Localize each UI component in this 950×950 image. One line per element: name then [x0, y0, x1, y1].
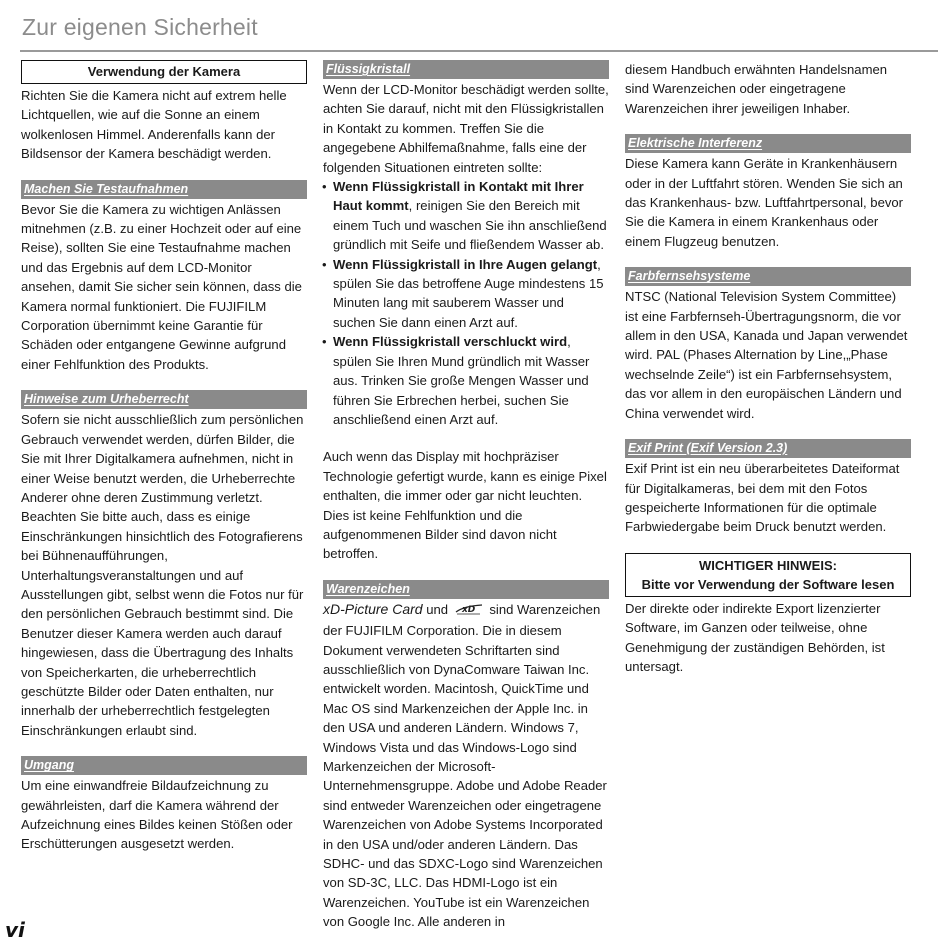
section-heading: Verwendung der Kamera: [21, 60, 307, 84]
section-heading: [323, 60, 609, 79]
page-number: vi: [5, 918, 25, 942]
section-text: Diese Kamera kann Geräte in Krankenhäusern oder in der Luftfahrt stören. Wenden Sie sich an das Krankenhaus- bzw. Luftfahrtpersonal, bevor Sie die Kamera in einem Krankenhaus oder einem Flugzeug benutzen.: [625, 156, 904, 249]
trademark-text: sind Warenzeichen der FUJIFILM Corporation. Die in diesem Dokument verwendeten Schriftarten sind ausschließlich von DynaComware Taiwan Inc. entwickelt worden. Macintosh, QuickTime und Mac OS sind Markenzeichen der Apple Inc. in den USA und anderen Ländern. Windows 7, Windows Vista und das Windows-Logo sind Markenzeichen der Microsoft-Unternehmensgruppe. Adobe und Adobe Reader sind entweder Warenzeichen oder eingetragene Warenzeichen von Adobe Systems Incorporated in den USA und/oder anderen Ländern. Das SDHC- und das SDXC-Logo sind Warenzeichen von SD-3C, LLC. Das HDMI-Logo ist ein Warenzeichen. YouTube ist ein Warenzeichen von Google Inc. Alle anderen in: [323, 601, 607, 930]
section-heading-label: Exif Print (Exif Version 2.3): [628, 441, 788, 456]
bullet-text: , spülen Sie Ihren Mund gründlich mit Wasser aus. Trinken Sie große Mengen Wasser und führen Sie Erbrechen herbei, suchen Sie anschließend einen Arzt auf.: [333, 334, 590, 427]
section-heading-label: Warenzeichen: [326, 581, 410, 596]
list-item: [323, 177, 609, 255]
column-1: [21, 60, 307, 870]
section-heading: [21, 180, 307, 199]
section-text: [323, 600, 609, 932]
section-heading: [625, 267, 911, 286]
xd-brand-name: xD-Picture Card: [323, 600, 423, 617]
bullet-bold: Wenn Flüssigkristall in Ihre Augen gelangt: [333, 256, 598, 272]
section-text: diesem Handbuch erwähnten Handelsnamen sind Warenzeichen oder eingetragene Warenzeichen ihrer jeweiligen Inhaber.: [625, 62, 888, 116]
section-heading: [21, 756, 307, 775]
list-item: [323, 332, 609, 429]
section-text: Der direkte oder indirekte Export lizenzierter Software, im Ganzen oder teilweise, ohne Genehmigung der zuständigen Behörden, ist untersagt.: [625, 600, 885, 674]
section-liquid-crystal: [323, 60, 609, 564]
bullet-list: [323, 177, 609, 429]
column-3: [625, 60, 911, 692]
section-text: Exif Print ist ein neu überarbeitetes Dateiformat für Digitalkameras, bei dem mit den Fotos gespeicherte Informationen für die optimale Farbwiedergabe beim Druck benutzt werden.: [625, 461, 900, 535]
notice-heading: [625, 553, 911, 597]
section-heading-label: Elektrische Interferenz: [628, 136, 763, 151]
connector-text: und: [422, 601, 452, 617]
column-2: [323, 60, 609, 948]
xd-picture-card-logo-icon: [454, 602, 484, 621]
notice-line-1: WICHTIGER HINWEIS:: [699, 557, 837, 573]
section-text: Richten Sie die Kamera nicht auf extrem helle Lichtquellen, wie auf die Sonne an einem wolkenlosen Himmel. Anderenfalls kann der Bildsensor der Kamera beschädigt werden.: [21, 88, 287, 162]
section-camera-use: [21, 60, 307, 164]
header-divider: [20, 50, 938, 52]
section-heading-label: Umgang: [24, 758, 74, 773]
notice-line-2: Bitte vor Verwendung der Software lesen: [641, 576, 895, 592]
bullet-bold: Wenn Flüssigkristall verschluckt wird: [333, 334, 568, 350]
section-color-tv-systems: [625, 267, 911, 423]
section-heading: [625, 134, 911, 153]
section-text: Wenn der LCD-Monitor beschädigt werden sollte, achten Sie darauf, nicht mit den Flüssigkristallen in Kontakt zu kommen. Treffen Sie die angegebene Abhilfemaßnahme, falls eine der folgenden Situationen eintreten sollte:: [323, 82, 609, 175]
section-heading-label: Hinweise zum Urheberrecht: [24, 392, 189, 407]
section-trademarks-continued: [625, 60, 911, 118]
section-trademarks: [323, 580, 609, 932]
section-heading-label: Machen Sie Testaufnahmen: [24, 181, 189, 196]
bullet-text: , spülen Sie das betroffene Auge mindestens 15 Minuten lang mit sauberem Wasser und suchen Sie dann einen Arzt auf.: [333, 256, 604, 330]
section-heading-label: Flüssigkristall: [326, 62, 411, 76]
section-heading: [21, 390, 307, 409]
list-item: [323, 255, 609, 333]
section-heading: [323, 580, 609, 599]
section-text: Auch wenn das Display mit hochpräziser Technologie gefertigt wurde, kann es einige Pixel enthalten, die immer oder gar nicht leuchten. Dies ist keine Fehlfunktion und die aufgenommenen Bilder sind davon nicht betroffen.: [323, 449, 607, 562]
section-text: Sofern sie nicht ausschließlich zum persönlichen Gebrauch verwendet werden, dürfen Bilder, die Sie mit Ihrer Digitalkamera aufnehmen, nicht in einer Weise benutzt werden, die Urheberrechte Anderer ohne deren Zustimmung verletzt. Beachten Sie bitte auch, dass es einige Einschränkungen hinsichtlich des Fotografierens bei Bühnenaufführungen, Unterhaltungsveranstaltungen und auf Ausstellungen gibt, selbst wenn die Fotos nur für den persönlichen Gebrauch bestimmt sind. Die Benutzer dieser Kamera werden auch darauf hingewiesen, dass die Übertragung des Inhalts von Speicherkarten, die urheberrechtlich geschützte Bilder oder Daten enthalten, nur innerhalb der urheberrechtlich festgelegten Einschränkungen erlaubt sind.: [21, 412, 304, 738]
svg-text:xD: xD: [461, 604, 475, 615]
section-test-shots: [21, 180, 307, 375]
section-exif-print: [625, 439, 911, 537]
bullet-text: , reinigen Sie den Bereich mit einem Tuch und waschen Sie ihn anschließend gründlich mit Seife und fließendem Wasser ab.: [333, 198, 607, 253]
section-heading-label: Farbfernsehsysteme: [628, 269, 751, 284]
section-copyright: [21, 390, 307, 740]
section-important-notice: [625, 553, 911, 677]
section-text: Um eine einwandfreie Bildaufzeichnung zu gewährleisten, darf die Kamera während der Aufzeichnung eines Bildes keinen Stößen oder Erschütterungen ausgesetzt werden.: [21, 778, 293, 852]
bullet-bold: Wenn Flüssigkristall in Kontakt mit Ihrer Haut kommt: [333, 179, 584, 214]
page-title: Zur eigenen Sicherheit: [22, 14, 258, 40]
section-handling: [21, 756, 307, 854]
section-text: Bevor Sie die Kamera zu wichtigen Anlässen mitnehmen (z.B. zu einer Hochzeit oder auf eine Reise), sollten Sie eine Testaufnahme machen und das Ergebnis auf dem LCD-Monitor ansehen, damit Sie sicher sein können, dass die Kamera normal funktioniert. Die FUJIFILM Corporation übernimmt keine Garantie für Schäden oder entgangene Gewinne aufgrund einer Fehlfunktion des Produkts.: [21, 201, 302, 372]
section-text: NTSC (National Television System Committee) ist eine Farbfernseh-Übertragungsnorm, die vor allem in den USA, Kanada und Japan verwendet wird. PAL (Phases Alternation by Line,„Phase wechselnde Zeile“) ist ein Farbfernsehsystem, das vor allem in den europäischen Ländern und China verwendet wird.: [625, 289, 908, 421]
section-heading: [625, 439, 911, 458]
section-electrical-interference: [625, 134, 911, 251]
